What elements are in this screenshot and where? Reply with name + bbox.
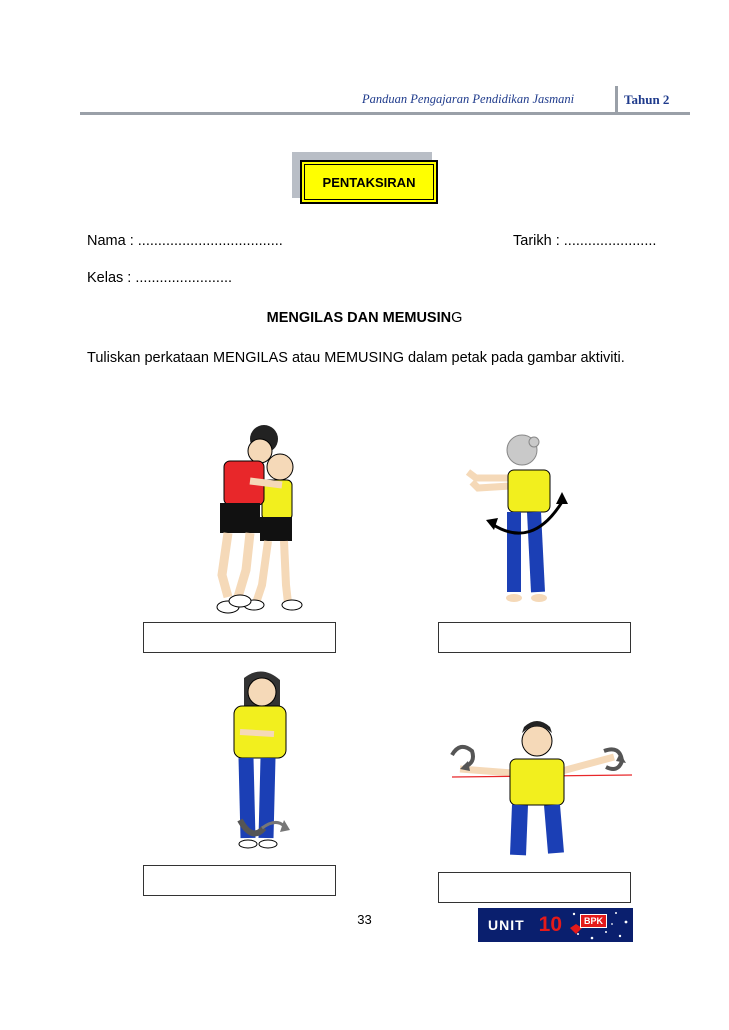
unit-label: UNIT xyxy=(488,917,525,933)
instruction-text: Tuliskan perkataan MENGILAS atau MEMUSING dalam petak pada gambar aktiviti. xyxy=(87,350,625,366)
unit-number: 10 xyxy=(538,913,563,936)
hip-swivel-girl-illustration xyxy=(222,668,297,853)
date-field: Tarikh : ....................... xyxy=(513,233,657,249)
kneeling-arm-circle-illustration xyxy=(442,715,632,865)
badge-label: PENTAKSIRAN xyxy=(322,174,416,190)
unit-label-block xyxy=(478,908,566,942)
header-rule xyxy=(80,112,690,115)
unit-logo xyxy=(478,908,633,942)
bpk-label: BPK xyxy=(580,914,607,928)
answer-box-2[interactable] xyxy=(438,622,631,653)
answer-box-1[interactable] xyxy=(143,622,336,653)
activity-title-last: G xyxy=(451,310,463,326)
answer-box-4[interactable] xyxy=(438,872,631,903)
book-title: Panduan Pengajaran Pendidikan Jasmani xyxy=(362,92,575,106)
activity-title xyxy=(0,310,729,326)
waist-twist-illustration xyxy=(462,432,577,607)
page-number: 33 xyxy=(357,912,372,927)
year-label: Tahun 2 xyxy=(624,92,670,107)
header-separator xyxy=(615,86,618,112)
dodging-children-illustration xyxy=(210,425,310,620)
activity-title-main: MENGILAS DAN MEMUSIN xyxy=(266,310,452,326)
bpk-logo xyxy=(566,908,633,942)
name-field: Nama : .................................... xyxy=(87,233,283,249)
assessment-badge xyxy=(300,160,438,204)
class-field: Kelas : ........................ xyxy=(87,270,233,286)
answer-box-3[interactable] xyxy=(143,865,336,896)
